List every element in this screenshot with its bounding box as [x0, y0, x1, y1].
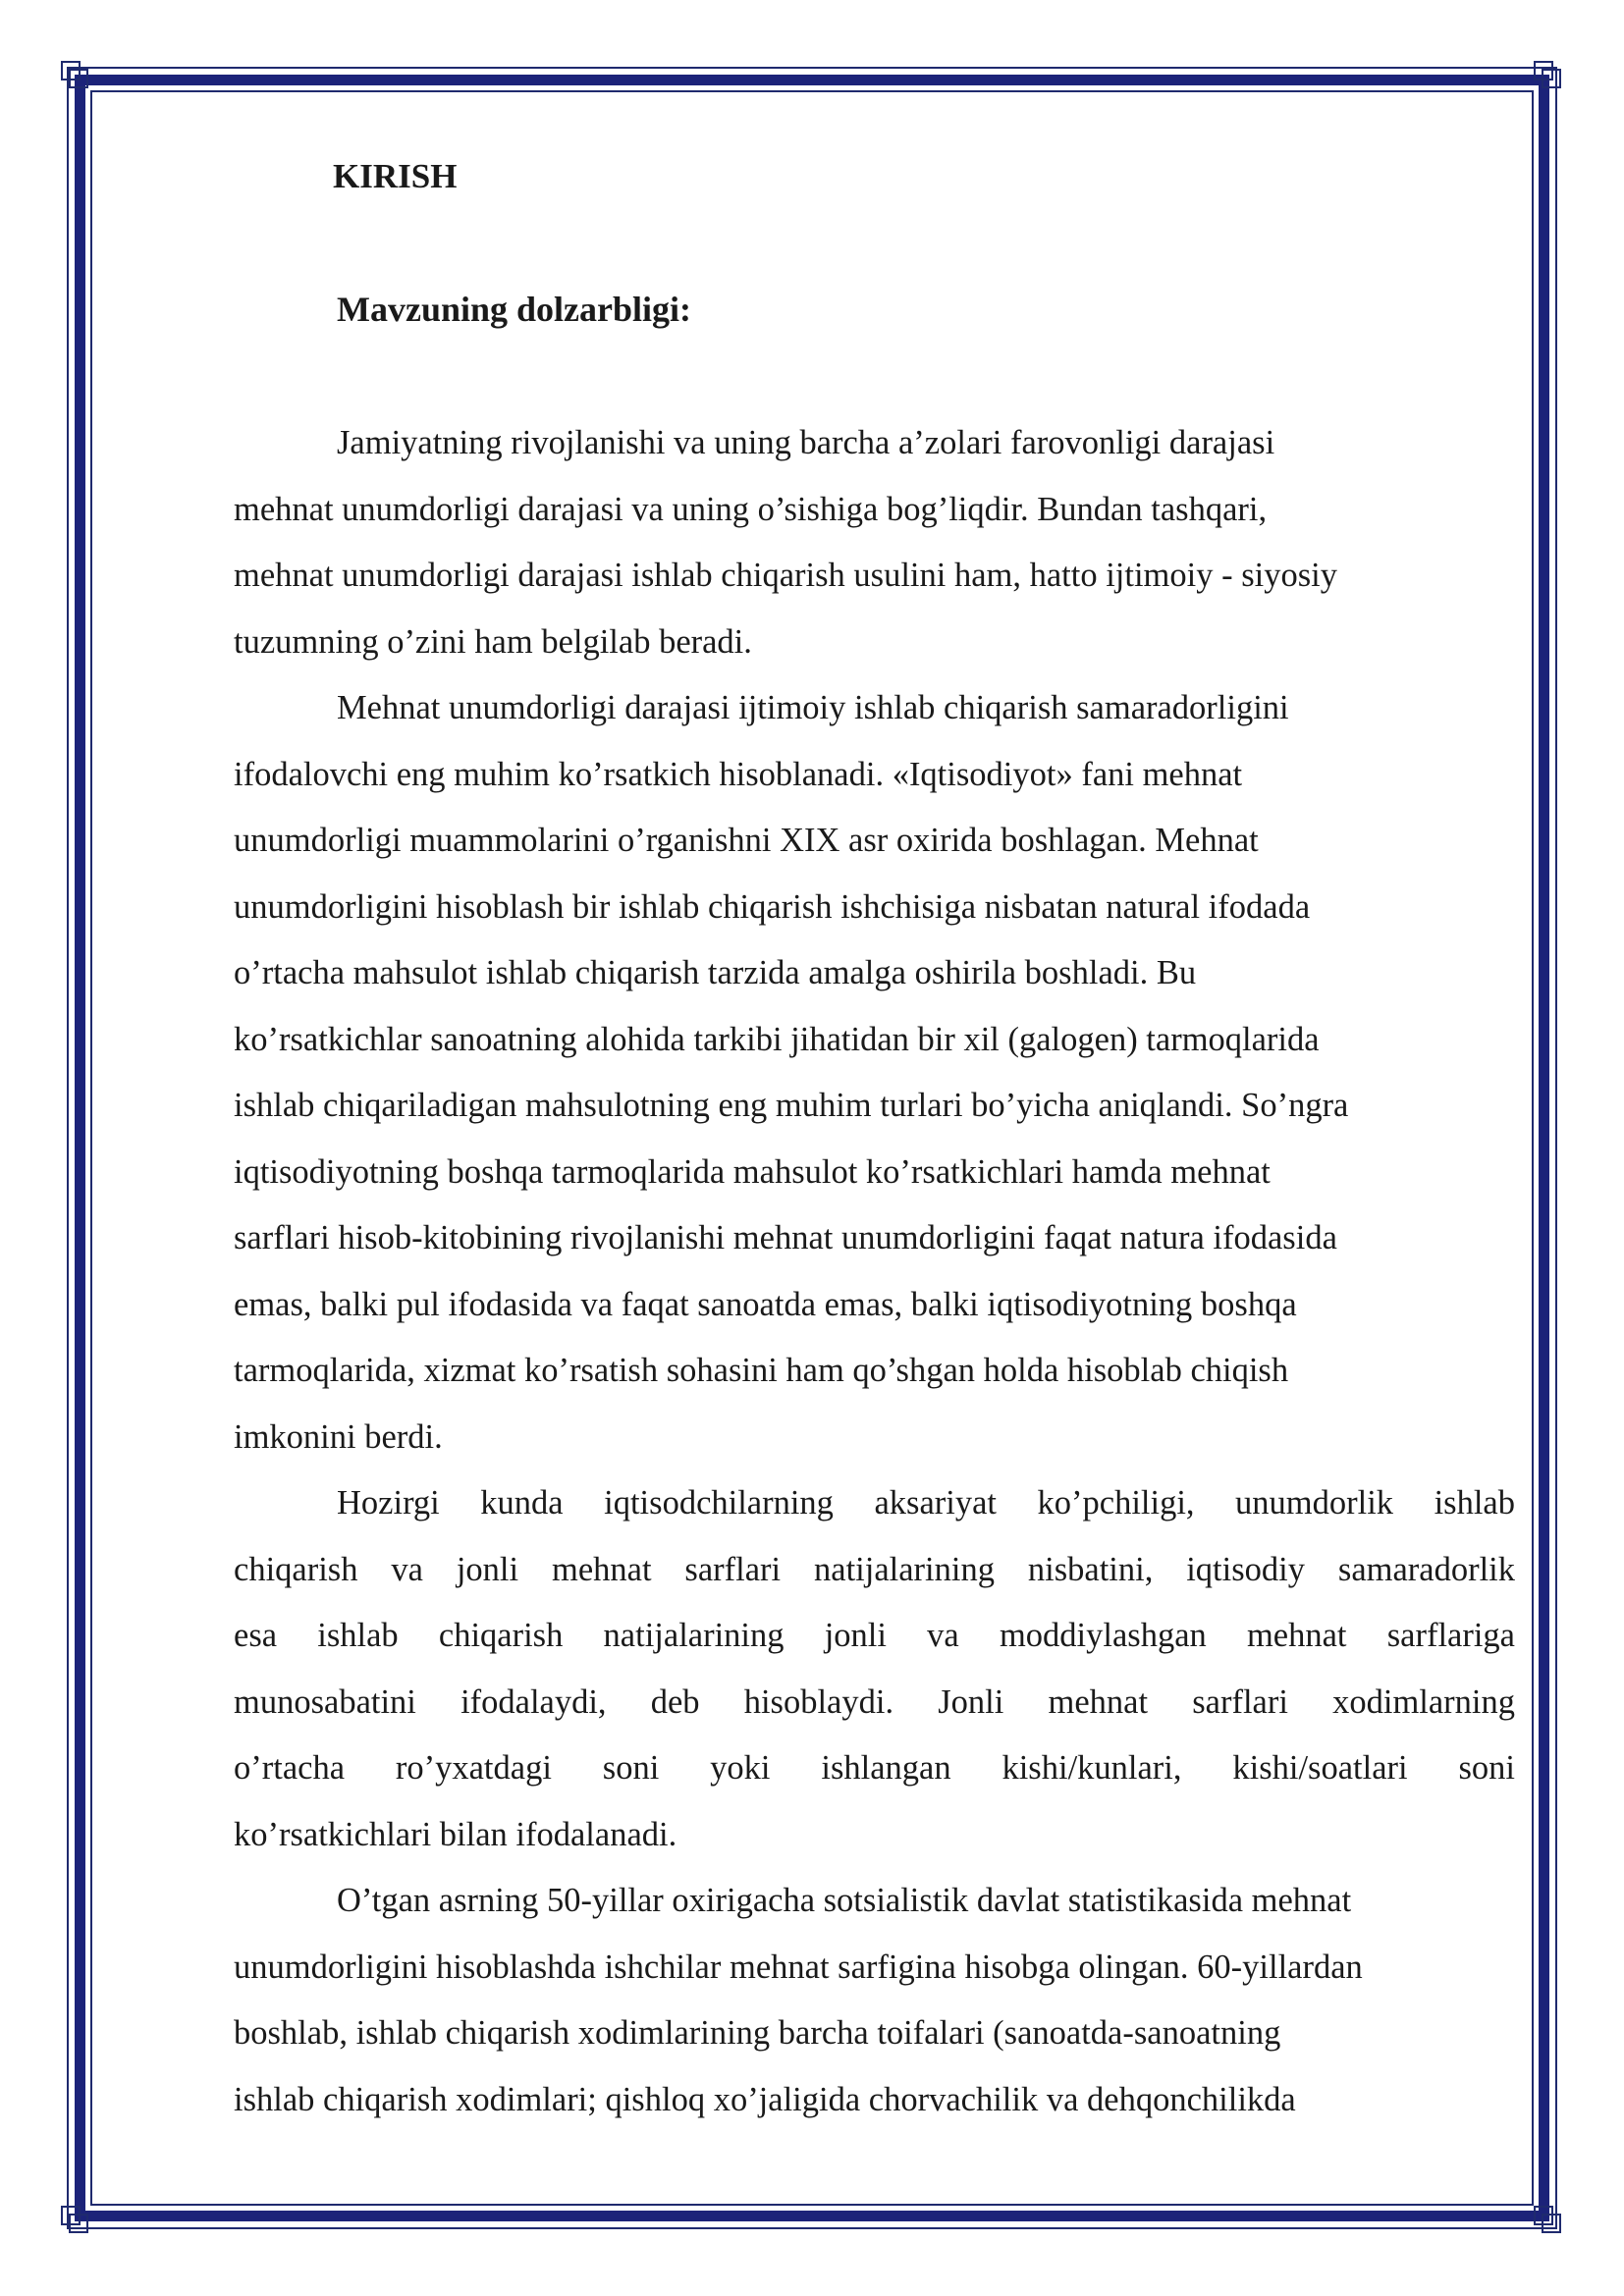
corner-ornament-bottom-left — [61, 2206, 90, 2235]
text-line: ifodalovchi eng muhim ko’rsatkich hisoblanadi. «Iqtisodiyot» fani mehnat — [234, 755, 1243, 793]
text-line: emas, balki pul ifodasida va faqat sanoatda emas, balki iqtisodiyotning boshqa — [234, 1285, 1297, 1323]
paragraph-2 — [234, 675, 1515, 1470]
text-line: o’rtacha ro’yxatdagi soni yoki ishlangan kishi/kunlari, kishi/soatlari soni — [234, 1749, 1515, 1787]
text-line: Hozirgi kunda iqtisodchilarning aksariyat ko’pchiligi, unumdorlik ishlab — [337, 1484, 1515, 1522]
text-line: unumdorligini hisoblashda ishchilar mehnat sarfigina hisobga olingan. 60-yillardan — [234, 1948, 1363, 1986]
text-line: tuzumning o’zini ham belgilab beradi. — [234, 622, 752, 661]
corner-ornament-top-right — [1534, 61, 1563, 90]
text-line: ishlab chiqarish xodimlari; qishloq xo’jaligida chorvachilik va dehqonchilikda — [234, 2080, 1296, 2118]
text-line: munosabatini ifodalaydi, deb hisoblaydi. Jonli mehnat sarflari xodimlarning — [234, 1682, 1515, 1721]
corner-ornament-top-left — [61, 61, 90, 90]
text-line: ishlab chiqariladigan mahsulotning eng muhim turlari bo’yicha aniqlandi. So’ngra — [234, 1087, 1349, 1124]
text-line: tarmoqlarida, xizmat ko’rsatish sohasini ham qo’shgan holda hisoblab chiqish — [234, 1352, 1289, 1389]
text-line: unumdorligi muammolarini o’rganishni XIX asr oxirida boshlagan. Mehnat — [234, 822, 1259, 859]
text-line: ko’rsatkichlari bilan ifodalanadi. — [234, 1815, 677, 1853]
text-line: mehnat unumdorligi darajasi ishlab chiqarish usulini ham, hatto ijtimoiy - siyosiy — [234, 557, 1337, 594]
text-line: esa ishlab chiqarish natijalarining jonli va moddiylashgan mehnat sarflariga — [234, 1617, 1515, 1654]
section-subtitle: Mavzuning dolzarbligi: — [337, 290, 692, 329]
text-line: o’rtacha mahsulot ishlab chiqarish tarzida amalga oshirila boshladi. Bu — [234, 954, 1197, 991]
text-line: ko’rsatkichlar sanoatning alohida tarkibi jihatidan bir xil (galogen) tarmoqlarida — [234, 1020, 1320, 1058]
text-line: O’tgan asrning 50-yillar oxirigacha sotsialistik davlat statistikasida mehnat — [337, 1882, 1352, 1919]
section-title: KIRISH — [333, 157, 458, 195]
paragraph-1 — [234, 410, 1515, 675]
text-line: Mehnat unumdorligi darajasi ijtimoiy ishlab chiqarish samaradorligini — [337, 689, 1289, 726]
corner-ornament-bottom-right — [1534, 2206, 1563, 2235]
paragraph-3 — [234, 1470, 1515, 1868]
text-line: iqtisodiyotning boshqa tarmoqlarida mahsulot ko’rsatkichlari hamda mehnat — [234, 1152, 1271, 1191]
text-line: chiqarish va jonli mehnat sarflari natijalarining nisbatini, iqtisodiy samaradorlik — [234, 1550, 1515, 1588]
text-line: sarflari hisob-kitobining rivojlanishi mehnat unumdorligini faqat natura ifodasida — [234, 1219, 1337, 1256]
text-line: mehnat unumdorligi darajasi va uning o’sishiga bog’liqdir. Bundan tashqari, — [234, 490, 1268, 528]
text-line: unumdorligini hisoblash bir ishlab chiqarish ishchisiga nisbatan natural ifodada — [234, 887, 1311, 926]
text-line: boshlab, ishlab chiqarish xodimlarining barcha toifalari (sanoatda-sanoatning — [234, 2014, 1281, 2052]
text-line: Jamiyatning rivojlanishi va uning barcha a’zolari farovonligi darajasi — [337, 424, 1275, 461]
paragraph-4 — [234, 1868, 1515, 2133]
text-line: imkonini berdi. — [234, 1417, 443, 1456]
